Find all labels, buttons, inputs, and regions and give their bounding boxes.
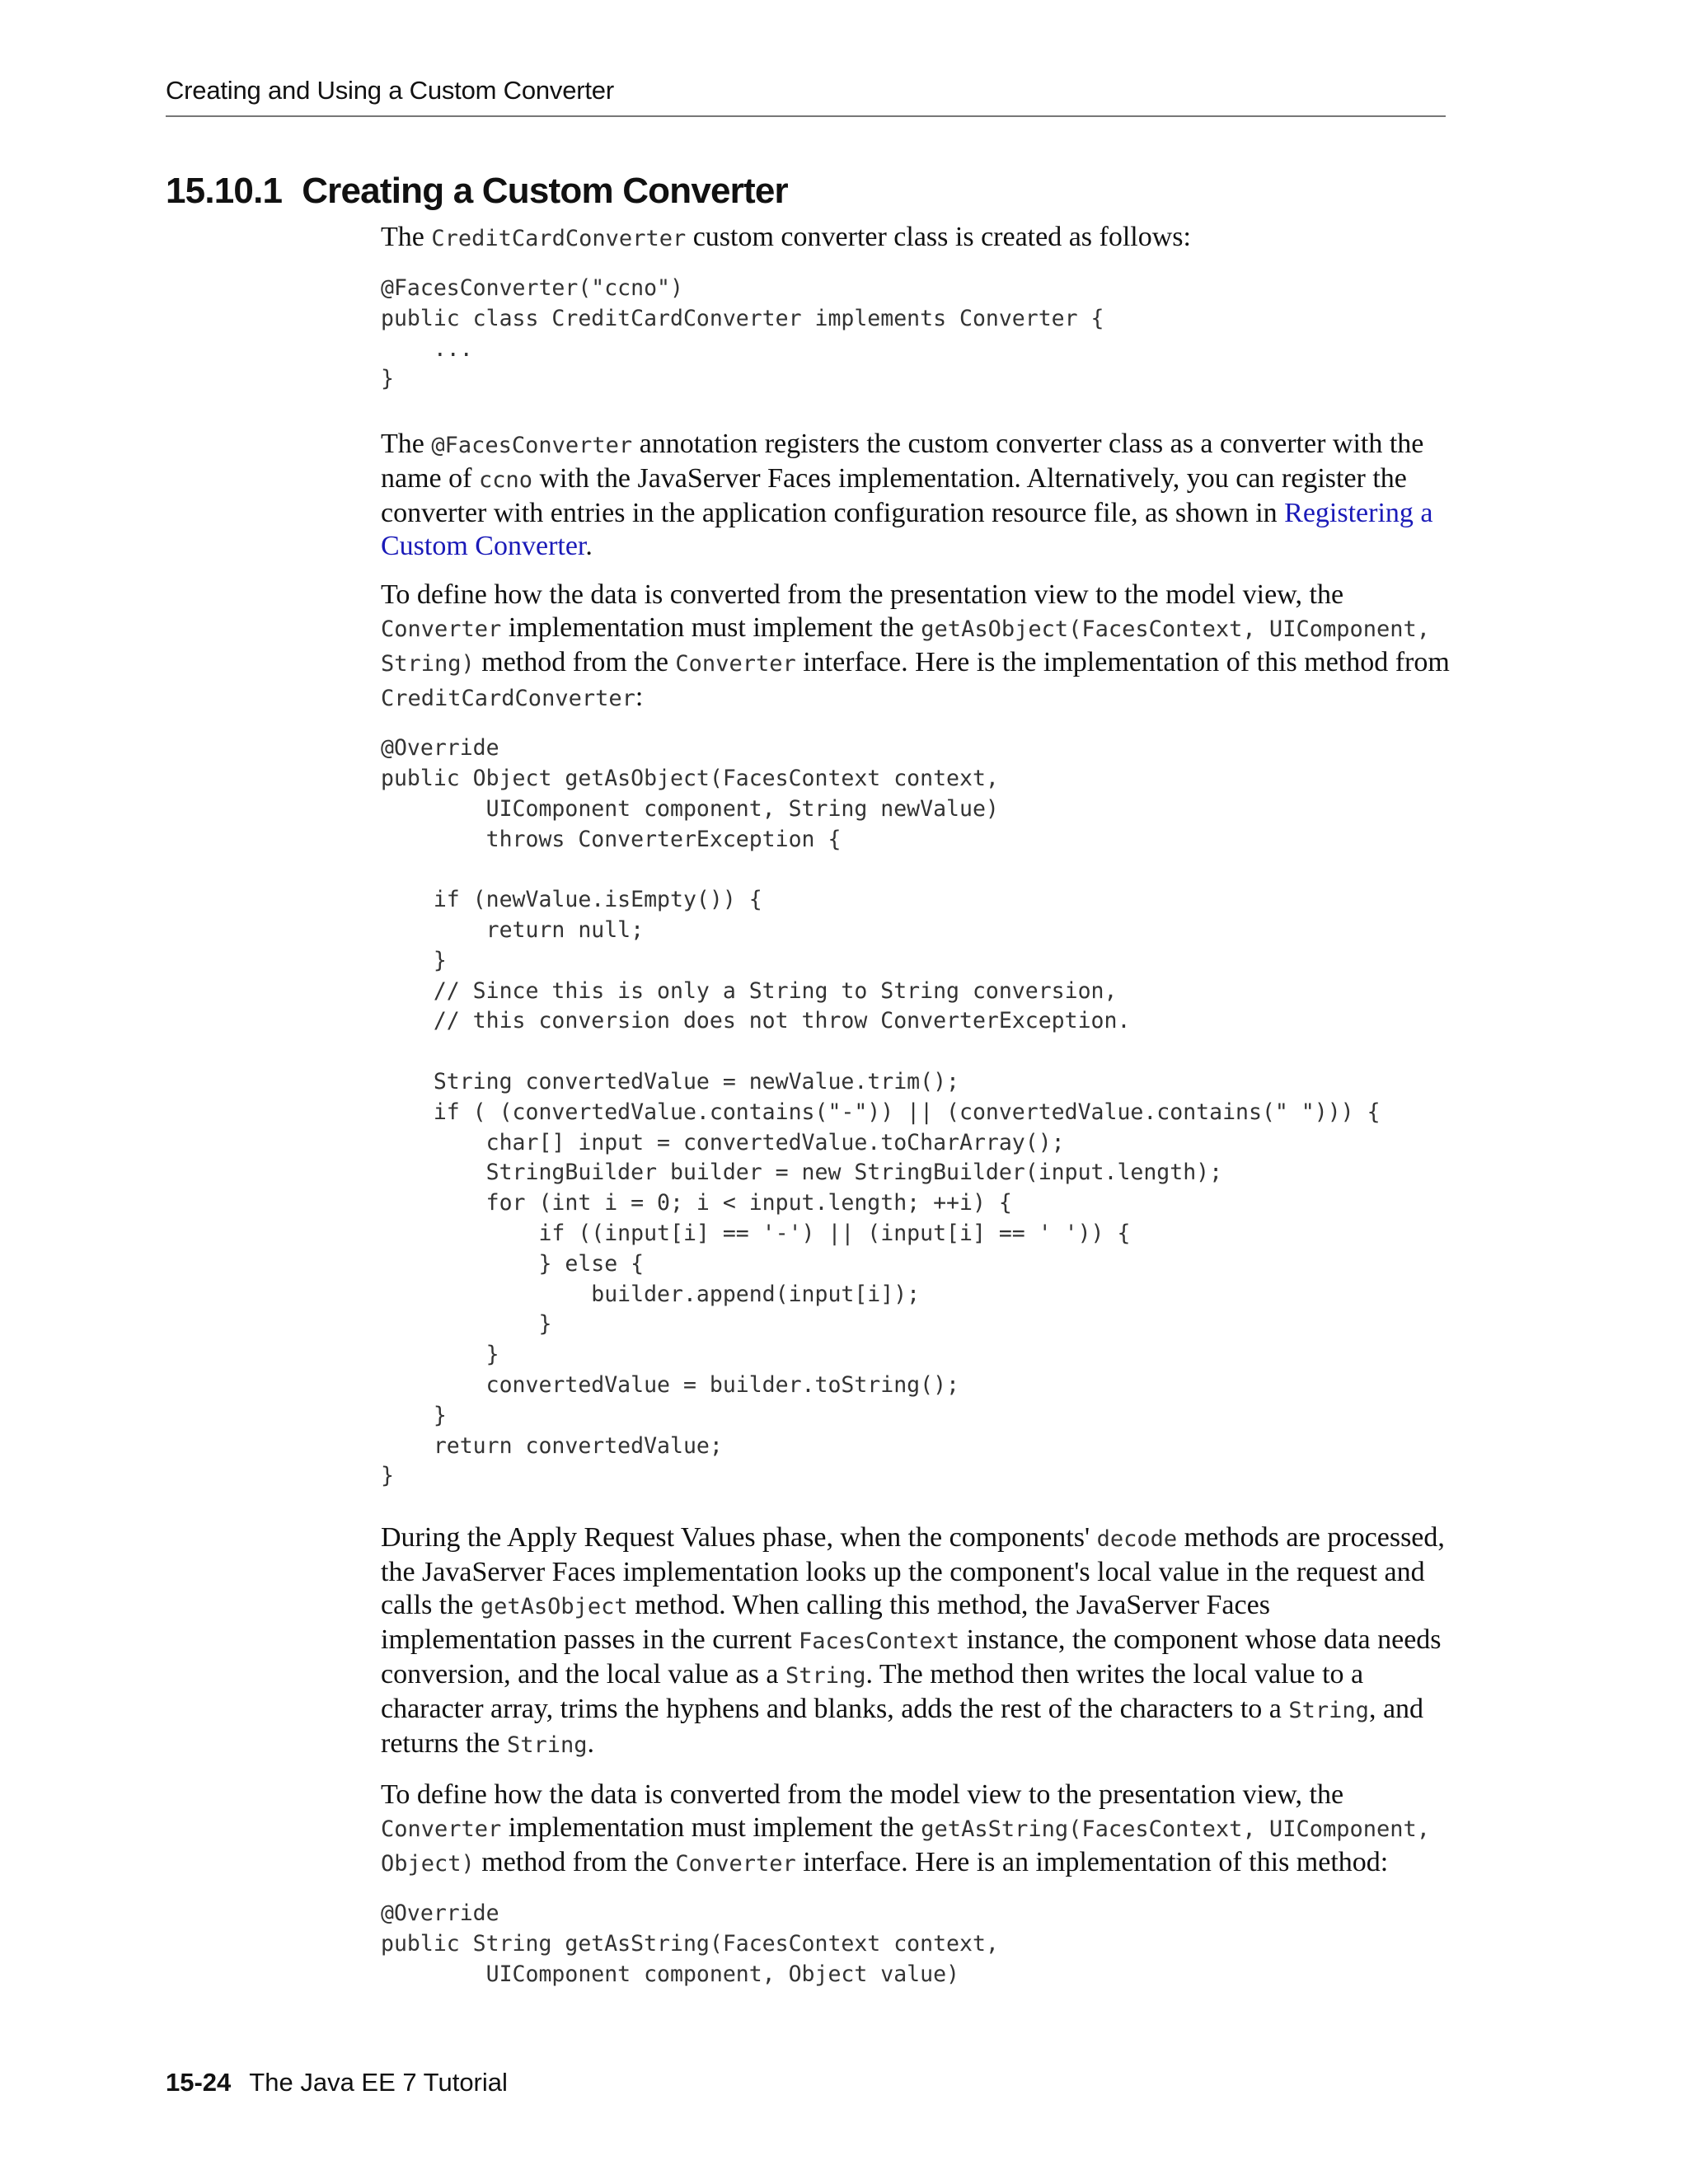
section-title: Creating a Custom Converter [302,171,788,211]
section-heading [166,171,788,212]
inline-code: FacesContext [799,1629,960,1655]
code-block-class-declaration: @FacesConverter("ccno") public class CreditCardConverter implements Converter { ... } [381,275,1104,392]
inline-code: Converter [381,616,502,643]
code-block-get-as-object: @Override public Object getAsObject(FacesContext context, UIComponent component, String newValue) throws ConverterException { if (newValue.isEmpty()) { return null; } // Since this is only a String to String conversion, // this conversion does not throw ConverterException. String convertedValue = newValue.trim(); if ( (convertedValue.contains("-")) || (convertedValue.contains(" "))) { char[] input = convertedValue.toCharArray(); StringBuilder builder = new StringBuilder(input.length); for (int i = 0; i < input.length; ++i) { if ((input[i] == '-') || (input[i] == ' ')) { } else { builder.append(input[i]); } } convertedValue = builder.toString(); } return convertedValue; } [381,735,1381,1489]
book-title: The Java EE 7 Tutorial [249,2068,508,2097]
running-header: Creating and Using a Custom Converter [166,76,614,105]
annotation-paragraph: The @FacesConverter annotation registers the custom converter class as a converter with the name of ccno with the JavaServer Faces implementation. Alternatively, you can register the converter with entries in the application configuration resource file, as shown in Registering a Custom Converter. [381,429,1433,562]
inline-code: getAsObject [480,1594,628,1620]
apply-request-values-paragraph: During the Apply Request Values phase, when the components' decode methods are processed, the JavaServer Faces implementation looks up the component's local value in the request and calls the getAsObject method. When calling this method, the JavaServer Faces implementation passes in the current FacesContext instance, the component whose data needs conversion, and the local value as a String. The method then writes the local value to a character array, trims the hyphens and blanks, adds the rest of the characters to a String, and returns the String. [381,1522,1445,1760]
code-block-get-as-string: @Override public String getAsString(FacesContext context, UIComponent component, Object value) [381,1900,999,1987]
intro-paragraph: The CreditCardConverter custom converter class is created as follows: [381,222,1191,252]
registering-converter-link[interactable]: Registering a Custom Converter [381,498,1433,562]
section-number: 15.10.1 [166,171,283,211]
inline-code: CreditCardConverter [381,686,635,712]
inline-code: String [785,1663,866,1690]
inline-code: ccno [478,467,532,494]
inline-code: decode [1096,1526,1178,1553]
inline-code: @FacesConverter [431,433,633,459]
inline-code: String [1288,1698,1369,1724]
header-rule [166,115,1446,117]
inline-code: Converter [381,1816,502,1843]
get-as-object-paragraph: To define how the data is converted from the presentation view to the model view, the Converter implementation must implement the getAsObject(FacesContext, UIComponent, String) method from the Converter interface. Here is the implementation of this method from CreditCardConverter: [381,579,1450,713]
page-content [381,221,1452,1990]
page-number: 15-24 [166,2068,232,2097]
inline-code: Converter [675,651,796,677]
inline-code: getAsString(FacesContext, UIComponent, Object) [381,1816,1431,1877]
inline-code: String [506,1732,588,1759]
get-as-string-paragraph: To define how the data is converted from the model view to the presentation view, the Converter implementation must implement the getAsString(FacesContext, UIComponent, Object) method from the Converter interface. Here is an implementation of this method: [381,1779,1431,1878]
inline-code: getAsObject(FacesContext, UIComponent, String) [381,616,1431,677]
inline-code: Converter [675,1851,796,1877]
inline-code: CreditCardConverter [431,226,687,251]
page-footer [166,2068,508,2097]
